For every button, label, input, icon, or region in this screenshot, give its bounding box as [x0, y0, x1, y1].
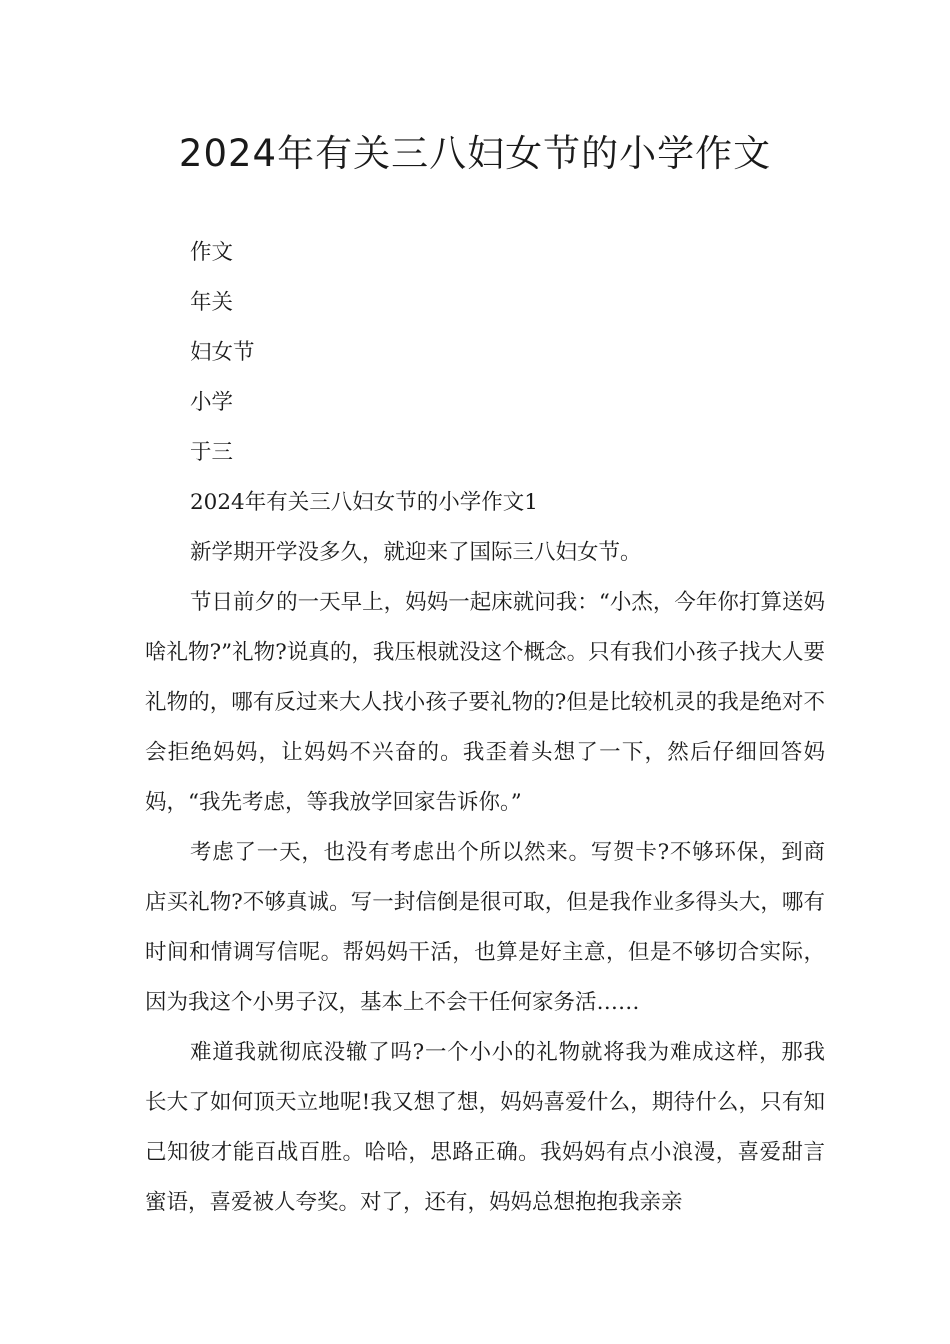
essay-subheading: 2024年有关三八妇女节的小学作文1 — [190, 490, 538, 515]
keyword-line: 妇女节 — [190, 340, 255, 365]
paragraph: 节日前夕的一天早上，妈妈一起床就问我：“小杰，今年你打算送妈啥礼物?”礼物?说真的，我压根就没这个概念。只有我们小孩子找大人要礼物的，哪有反过来大人找小孩子要礼物的?但是比较机灵的我是绝对不会拒绝妈妈，让妈妈不兴奋的。我歪着头想了一下，然后仔细回答妈妈，“我先考虑，等我放学回家告诉你。” — [145, 590, 825, 815]
paragraph: 新学期开学没多久，就迎来了国际三八妇女节。 — [190, 540, 642, 565]
document-body — [145, 228, 825, 1228]
document-title: 2024年有关三八妇女节的小学作文 — [178, 132, 772, 175]
keyword-line: 年关 — [190, 290, 234, 315]
keyword-line: 作文 — [190, 240, 234, 265]
keyword-line: 于三 — [190, 440, 234, 465]
paragraph: 考虑了一天，也没有考虑出个所以然来。写贺卡?不够环保，到商店买礼物?不够真诚。写一封信倒是很可取，但是我作业多得头大，哪有时间和情调写信呢。帮妈妈干活，也算是好主意，但是不够切合实际，因为我这个小男子汉，基本上不会干任何家务活…… — [145, 840, 825, 1015]
paragraph: 难道我就彻底没辙了吗?一个小小的礼物就将我为难成这样，那我长大了如何顶天立地呢!我又想了想，妈妈喜爱什么，期待什么，只有知己知彼才能百战百胜。哈哈，思路正确。我妈妈有点小浪漫，喜爱甜言蜜语，喜爱被人夸奖。对了，还有，妈妈总想抱抱我亲亲 — [145, 1040, 825, 1215]
keyword-line: 小学 — [190, 390, 234, 415]
